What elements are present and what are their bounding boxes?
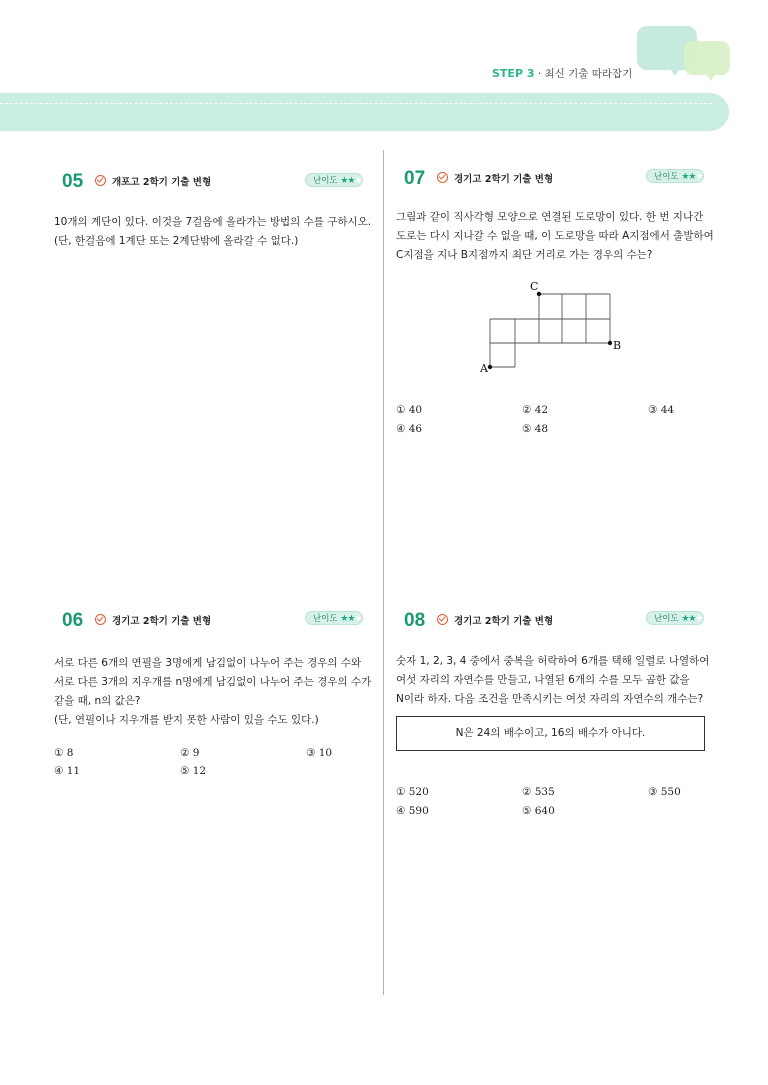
- choice-4[interactable]: ④ 46: [396, 423, 423, 435]
- choice-5[interactable]: ⑤ 12: [180, 765, 207, 777]
- choice-1[interactable]: ① 40: [396, 404, 423, 416]
- question-line: (단, 한걸음에 1계단 또는 2계단밖에 올라갈 수 없다.): [54, 235, 299, 247]
- speech-bubble-icon-secondary: [684, 41, 730, 75]
- question-line: C지점을 지나 B지점까지 최단 거리로 가는 경우의 수는?: [396, 249, 653, 261]
- choice-3[interactable]: ③ 10: [306, 747, 333, 759]
- choice-1[interactable]: ① 8: [54, 747, 74, 759]
- question-08-text: [396, 652, 709, 709]
- question-06-text: [54, 654, 371, 730]
- question-line: 같을 때, n의 값은?: [54, 695, 141, 707]
- choice-3[interactable]: ③ 44: [648, 404, 675, 416]
- star-icon: ★★: [681, 614, 696, 624]
- question-source: 경기고 2학기 기출 변형: [454, 174, 554, 185]
- question-line: 도로는 다시 지나갈 수 없을 때, 이 도로망을 따라 A지점에서 출발하여: [396, 230, 714, 242]
- speech-bubble-tail: [668, 66, 682, 76]
- check-icon: [95, 175, 106, 186]
- difficulty-label: 난이도: [313, 614, 338, 624]
- choice-2[interactable]: ② 535: [522, 786, 555, 798]
- difficulty-label: 난이도: [313, 176, 338, 186]
- difficulty-label: 난이도: [654, 172, 679, 182]
- step-title: · 최신 기출 따라잡기: [534, 68, 633, 80]
- question-line: 10개의 계단이 있다. 이것을 7걸음에 올라가는 방법의 수를 구하시오.: [54, 216, 372, 228]
- star-icon: ★★: [681, 172, 696, 182]
- condition-box: N은 24의 배수이고, 16의 배수가 아니다.: [396, 716, 705, 751]
- question-number: 06: [62, 610, 84, 631]
- difficulty-badge: [305, 611, 363, 625]
- column-divider: [383, 150, 384, 995]
- question-number: 05: [62, 171, 84, 192]
- question-number: 08: [404, 610, 426, 631]
- difficulty-badge: [646, 169, 704, 183]
- question-source: 경기고 2학기 기출 변형: [454, 616, 554, 627]
- empty-star-icon: ★: [695, 614, 703, 624]
- check-icon: [437, 614, 448, 625]
- check-icon: [95, 614, 106, 625]
- question-source: 경기고 2학기 기출 변형: [112, 616, 212, 627]
- star-icon: ★★: [340, 614, 355, 624]
- header-banner: [0, 93, 729, 131]
- empty-star-icon: ★: [354, 176, 362, 186]
- difficulty-badge: [646, 611, 704, 625]
- step-label: [492, 66, 632, 81]
- difficulty-label: 난이도: [654, 614, 679, 624]
- speech-bubble-tail-secondary: [705, 72, 717, 81]
- label-a: A: [480, 362, 488, 375]
- choice-4[interactable]: ④ 590: [396, 805, 429, 817]
- point-b-marker: [608, 341, 612, 345]
- question-line: N이라 하자. 다음 조건을 만족시키는 여섯 자리의 자연수의 개수는?: [396, 693, 704, 705]
- choice-3[interactable]: ③ 550: [648, 786, 681, 798]
- choice-2[interactable]: ② 9: [180, 747, 200, 759]
- question-line: 서로 다른 6개의 연필을 3명에게 남김없이 나누어 주는 경우의 수와: [54, 657, 362, 669]
- label-c: C: [530, 280, 539, 293]
- question-source: 개포고 2학기 기출 변형: [112, 177, 212, 188]
- empty-star-icon: ★: [354, 614, 362, 624]
- question-line: 숫자 1, 2, 3, 4 중에서 중복을 허락하여 6개를 택해 일렬로 나열하여: [396, 655, 710, 667]
- question-07-text: [396, 208, 714, 265]
- label-b: B: [613, 339, 622, 352]
- choice-5[interactable]: ⑤ 48: [522, 423, 549, 435]
- choice-4[interactable]: ④ 11: [54, 765, 81, 777]
- check-icon: [437, 172, 448, 183]
- step-number: STEP 3: [492, 67, 535, 80]
- choice-1[interactable]: ① 520: [396, 786, 429, 798]
- difficulty-badge: [305, 173, 363, 187]
- star-icon: ★★: [340, 176, 355, 186]
- choice-2[interactable]: ② 42: [522, 404, 549, 416]
- road-network-figure: [476, 277, 626, 377]
- banner-dotted-line: [0, 103, 712, 104]
- question-line: 여섯 자리의 자연수를 만들고, 나열된 6개의 수를 모두 곱한 값을: [396, 674, 690, 686]
- empty-star-icon: ★: [695, 172, 703, 182]
- question-number: 07: [404, 168, 426, 189]
- question-line: 서로 다른 3개의 지우개를 n명에게 남김없이 나누어 주는 경우의 수가: [54, 676, 372, 688]
- choice-5[interactable]: ⑤ 640: [522, 805, 555, 817]
- question-line: 그림과 같이 직사각형 모양으로 연결된 도로망이 있다. 한 번 지나간: [396, 211, 704, 223]
- question-line: (단, 연필이나 지우개를 받지 못한 사람이 있을 수도 있다.): [54, 714, 319, 726]
- question-05-text: [54, 213, 371, 251]
- point-a-marker: [488, 365, 492, 369]
